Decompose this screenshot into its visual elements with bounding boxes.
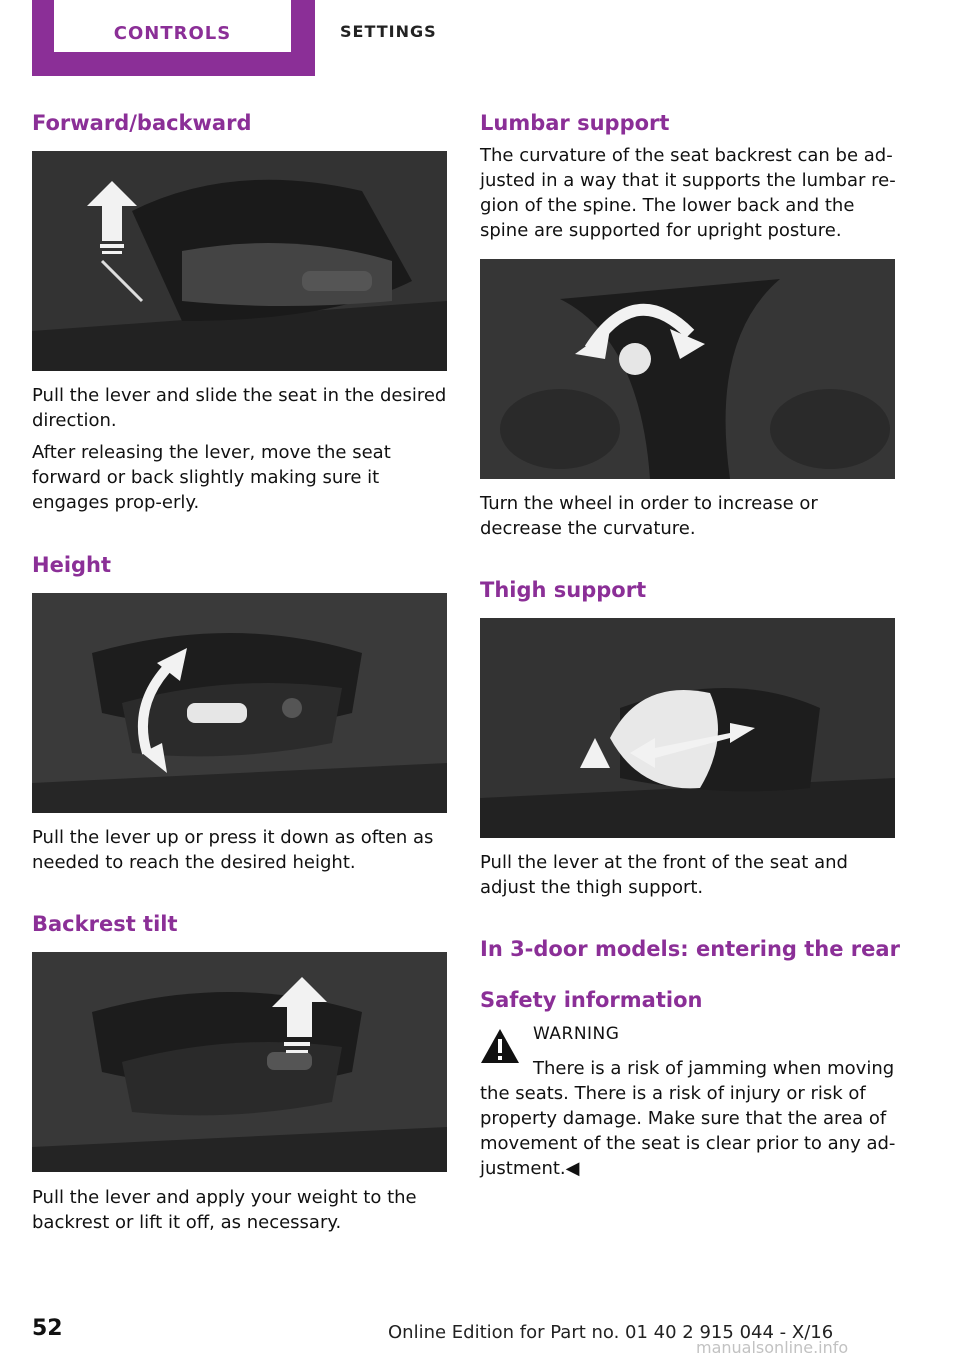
heading-height: Height (32, 553, 112, 577)
text-backrest: Pull the lever and apply your weight to the backrest or lift it off, as necessary. (32, 1187, 417, 1233)
heading-safety-information: Safety information (480, 988, 703, 1012)
knob-icon (619, 343, 651, 375)
footer-edition: Online Edition for Part no. 01 40 2 915 044 - X/16 (388, 1322, 834, 1343)
warning-label: WARNING (533, 1024, 620, 1044)
header-tab-settings: SETTINGS (340, 22, 437, 41)
header-tab-controls (32, 0, 315, 76)
photo-thigh-support (480, 618, 895, 838)
warning-text: There is a risk of jamming when moving the seats. There is a risk of injury or risk of property damage. Make sure that the area of movement of the seat is clear prior to any ad‐justment.◀ (480, 1058, 896, 1179)
heading-forward-backward: Forward/backward (32, 111, 252, 135)
heading-backrest-tilt: Backrest tilt (32, 912, 178, 936)
text-thigh: Pull the lever at the front of the seat and adjust the thigh support. (480, 852, 848, 898)
text-lumbar-2: Turn the wheel in order to increase or decrease the curvature. (480, 493, 818, 539)
heading-thigh-support: Thigh support (480, 578, 647, 602)
page-number: 52 (32, 1316, 63, 1341)
text-lumbar-1: The curvature of the seat backrest can be ad‐justed in a way that it supports the lumbar re‐gion of the spine. The lower back and the spine are supported for upright posture. (480, 145, 896, 241)
photo-seat-backrest (32, 952, 447, 1172)
text-forward-2: After releasing the lever, move the seat forward or back slightly making sure it engages prop‐erly. (32, 442, 391, 513)
photo-lumbar-support (480, 259, 895, 479)
photo-seat-height (32, 593, 447, 813)
watermark: manualsonline.info (696, 1338, 849, 1357)
photo-seat-forward-backward (32, 151, 447, 371)
header-tab-controls-label: CONTROLS (54, 0, 291, 52)
text-height: Pull the lever up or press it down as often as needed to reach the desired height. (32, 827, 434, 873)
text-forward-1: Pull the lever and slide the seat in the desired direction. (32, 385, 447, 431)
heading-lumbar-support: Lumbar support (480, 111, 670, 135)
heading-entering-rear: In 3-door models: entering the rear (480, 937, 900, 961)
